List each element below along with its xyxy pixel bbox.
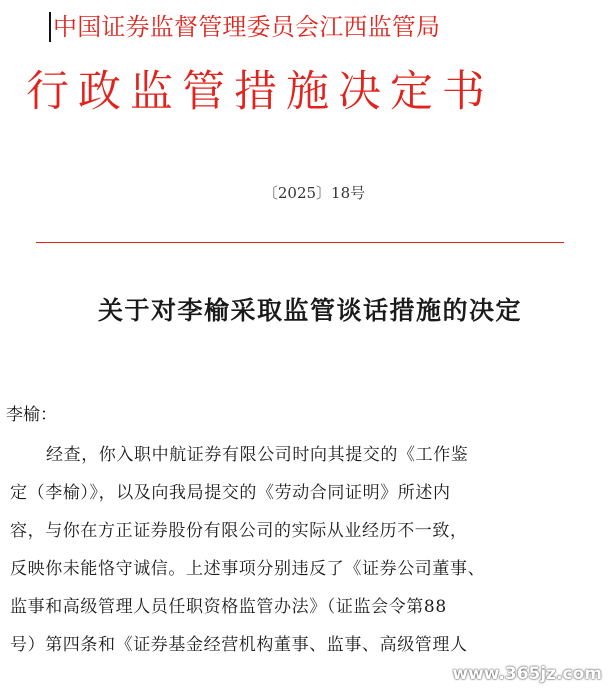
decision-title: 关于对李榆采取监管谈话措施的决定 [97, 296, 522, 325]
salutation: 李榆： [6, 405, 57, 425]
body-line: 反映你未能恪守诚信。上述事项分别违反了《证券公司董事、 [10, 559, 486, 579]
red-divider-line [36, 242, 564, 243]
body-text [10, 436, 590, 664]
document-number: 〔2025〕18号 [262, 184, 366, 202]
body-line: 定（李榆）》，以及向我局提交的《劳动合同证明》所述内 [10, 483, 451, 503]
body-line: 经查，你入职中航证券有限公司时向其提交的《工作鉴 [46, 445, 469, 465]
body-line: 容，与你在方正证券股份有限公司的实际从业经历不一致， [10, 521, 468, 541]
issuer-name: 中国证券监督管理委员会江西监管局 [53, 13, 441, 41]
body-line: 号）第四条和《证券基金经营机构董事、监事、高级管理人 [10, 635, 468, 655]
watermark: www.365jz.com [452, 664, 602, 684]
text-cursor [49, 12, 51, 42]
body-line: 监事和高级管理人员任职资格监管办法》（证监会令第88 [10, 597, 447, 617]
document-title: 行政监管措施决定书 [26, 67, 494, 117]
